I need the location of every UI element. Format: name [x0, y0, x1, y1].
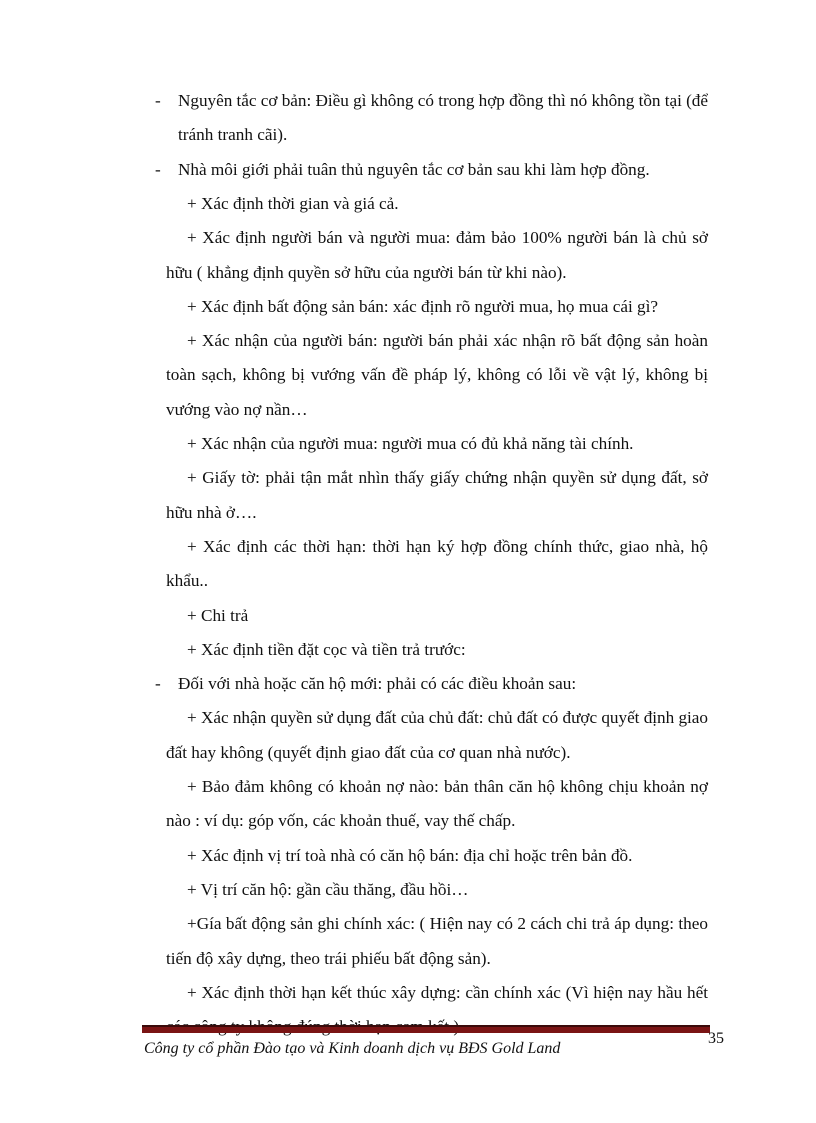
- text-line: + Xác định thời hạn kết thúc xây dựng: cần chính xác (Vì hiện nay hầu hết: [187, 982, 708, 1002]
- text-line: +Gía bất động sản ghi chính xác: ( Hiện nay có 2 cách chi trả áp dụng: theo: [187, 914, 708, 934]
- text-line: Đối với nhà hoặc căn hộ mới: phải có các điều khoản sau:: [178, 674, 577, 694]
- text-line: nào : ví dụ: góp vốn, các khoản thuế, vay thế chấp.: [166, 811, 516, 831]
- text-line: + Vị trí căn hộ: gần cầu thăng, đầu hồi…: [187, 879, 469, 899]
- text-line: tiến độ xây dựng, theo trái phiếu bất động sản).: [166, 948, 491, 968]
- text-line: + Xác định bất động sản bán: xác định rõ người mua, họ mua cái gì?: [187, 296, 659, 316]
- text-line: Nguyên tắc cơ bản: Điều gì không có trong hợp đồng thì nó không tồn tại (để: [178, 91, 708, 110]
- text-line: + Xác định các thời hạn: thời hạn ký hợp đồng chính thức, giao nhà, hộ: [187, 536, 708, 556]
- text-line: + Bảo đảm không có khoản nợ nào: bản thân căn hộ không chịu khoản nợ: [187, 777, 708, 796]
- dash-bullet: -: [155, 674, 161, 694]
- text-line: + Giấy tờ: phải tận mắt nhìn thấy giấy chứng nhận quyền sử dụng đất, sở: [187, 468, 708, 488]
- dash-bullet: -: [155, 159, 161, 179]
- text-line: + Xác định người bán và người mua: đảm bảo 100% người bán là chủ sở: [187, 228, 708, 248]
- text-line: + Xác định vị trí toà nhà có căn hộ bán: địa chỉ hoặc trên bản đồ.: [187, 845, 633, 865]
- text-line: + Xác nhận quyền sử dụng đất của chủ đất: chủ đất có được quyết định giao: [187, 708, 708, 728]
- text-line: vướng vào nợ nần…: [166, 399, 308, 419]
- dash-bullet: -: [155, 91, 161, 110]
- text-line: + Xác định tiền đặt cọc và tiền trả trước:: [187, 639, 466, 659]
- text-line: + Chi trả: [187, 605, 249, 625]
- text-line: hữu nhà ở….: [166, 502, 257, 522]
- text-line: + Xác định thời gian và giá cả.: [187, 193, 399, 213]
- footer-rule: [142, 1025, 710, 1033]
- text-line: toàn sạch, không bị vướng vấn đề pháp lý, không có lỗi về vật lý, không bị: [166, 365, 708, 385]
- page-number: 35: [708, 1030, 724, 1047]
- text-line: Nhà môi giới phải tuân thủ nguyên tắc cơ bản sau khi làm hợp đồng.: [178, 159, 650, 179]
- text-line: hữu ( khẳng định quyền sở hữu của người bán từ khi nào).: [166, 262, 567, 282]
- footer-company-name: Công ty cổ phần Đào tạo và Kinh doanh dịch vụ BĐS Gold Land: [144, 1040, 561, 1057]
- text-line: + Xác nhận của người bán: người bán phải xác nhận rõ bất động sản hoàn: [187, 331, 708, 351]
- text-line: tránh tranh cãi).: [178, 125, 288, 145]
- text-line: + Xác nhận của người mua: người mua có đủ khả năng tài chính.: [187, 434, 634, 453]
- text-line: khẩu..: [166, 571, 209, 591]
- text-line: đất hay không (quyết định giao đất của cơ quan nhà nước).: [166, 742, 571, 762]
